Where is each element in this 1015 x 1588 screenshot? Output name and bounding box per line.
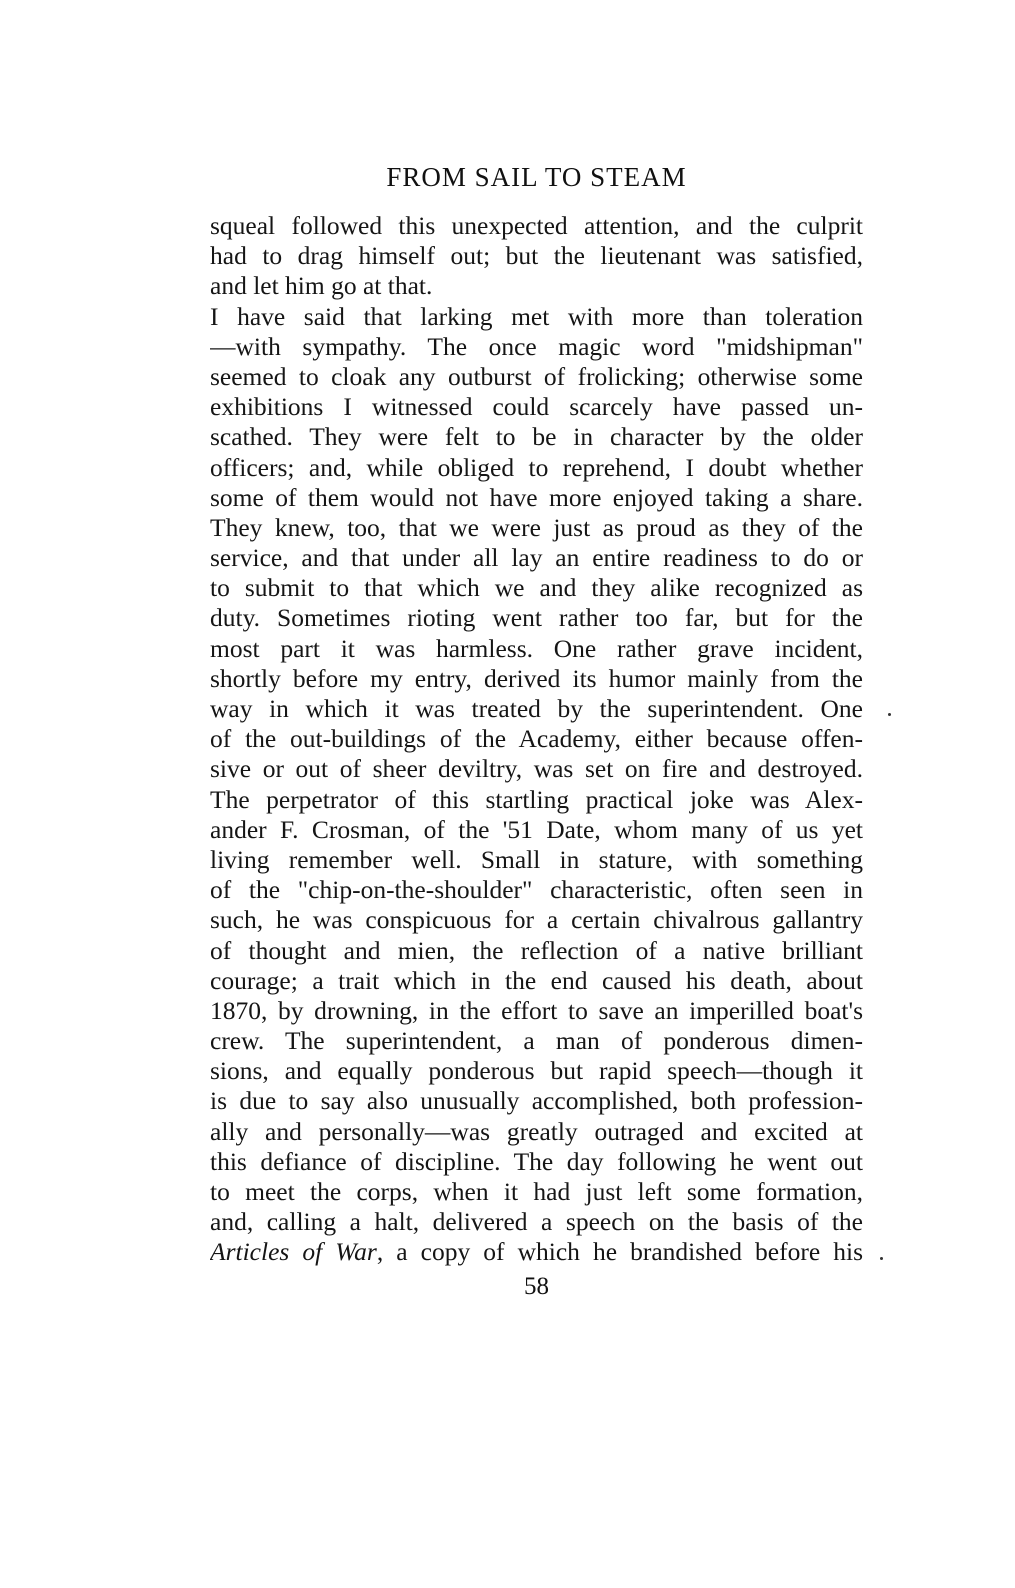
scan-speck xyxy=(880,1257,883,1260)
text-line: and let him go at that. xyxy=(210,271,433,301)
body-text xyxy=(210,211,863,1268)
running-head: FROM SAIL TO STEAM xyxy=(386,162,687,192)
text-line: had to drag himself out; but the lieutenant was satisfied, xyxy=(210,241,863,271)
text-line: ander F. Crosman, of the '51 Date, whom many of us yet xyxy=(210,814,863,844)
text-line: way in which it was treated by the superintendent. One xyxy=(210,694,863,723)
text-line: —with sympathy. The once magic word "midshipman" xyxy=(210,331,863,361)
text-line: scathed. They were felt to be in character by the older xyxy=(210,422,863,452)
text-line: The perpetrator of this startling practical joke was Alex- xyxy=(210,784,863,814)
text-line: to submit to that which we and they alike recognized as xyxy=(210,573,863,603)
text-line: squeal followed this unexpected attention, and the culprit xyxy=(210,211,863,240)
text-line: sive or out of sheer deviltry, was set on fire and destroyed. xyxy=(210,754,863,784)
text-line: most part it was harmless. One rather grave incident, xyxy=(210,633,863,663)
text-line: shortly before my entry, derived its humor mainly from the xyxy=(210,663,863,693)
text-line: sions, and equally ponderous but rapid speech—though it xyxy=(210,1056,863,1086)
text-line: They knew, too, that we were just as proud as they of the xyxy=(210,512,863,542)
italic-title: Articles of War xyxy=(210,1237,377,1267)
text-line: of thought and mien, the reflection of a native brilliant xyxy=(210,935,863,965)
text-line: of the "chip-on-the-shoulder" characteristic, often seen in xyxy=(210,875,863,905)
text-line: 1870, by drowning, in the effort to save an imperilled boat's xyxy=(210,995,863,1025)
text-line: service, and that under all lay an entire readiness to do or xyxy=(210,543,863,573)
text-line: some of them would not have more enjoyed taking a share. xyxy=(210,482,863,512)
text-line: ally and personally—was greatly outraged and excited at xyxy=(210,1116,863,1146)
text-line: seemed to cloak any outburst of frolicking; otherwise some xyxy=(210,361,863,391)
text-line: courage; a trait which in the end caused his death, about xyxy=(210,965,863,995)
text-line: such, he was conspicuous for a certain chivalrous gallantry xyxy=(210,905,863,935)
text-line: crew. The superintendent, a man of ponderous dimen- xyxy=(210,1026,863,1056)
text-line: is due to say also unusually accomplished, both profession- xyxy=(210,1086,863,1116)
text-line: exhibitions I witnessed could scarcely have passed un- xyxy=(210,392,863,422)
text-line: and, calling a halt, delivered a speech on the basis of the xyxy=(210,1207,863,1237)
text-line: to meet the corps, when it had just left some formation, xyxy=(210,1177,863,1206)
text-line: officers; and, while obliged to reprehend, I doubt whether xyxy=(210,452,863,482)
text-line: living remember well. Small in stature, with something xyxy=(210,844,863,874)
text-line: Articles of War, a copy of which he brandished before his xyxy=(210,1237,863,1267)
scan-speck xyxy=(888,713,891,716)
text-line: of the out-buildings of the Academy, either because offen- xyxy=(210,724,863,754)
text-line: duty. Sometimes rioting went rather too far, but for the xyxy=(210,603,863,633)
page-number: 58 xyxy=(524,1273,549,1300)
text-line: this defiance of discipline. The day following he went out xyxy=(210,1146,863,1176)
text-line: I have said that larking met with more than toleration xyxy=(210,301,863,331)
